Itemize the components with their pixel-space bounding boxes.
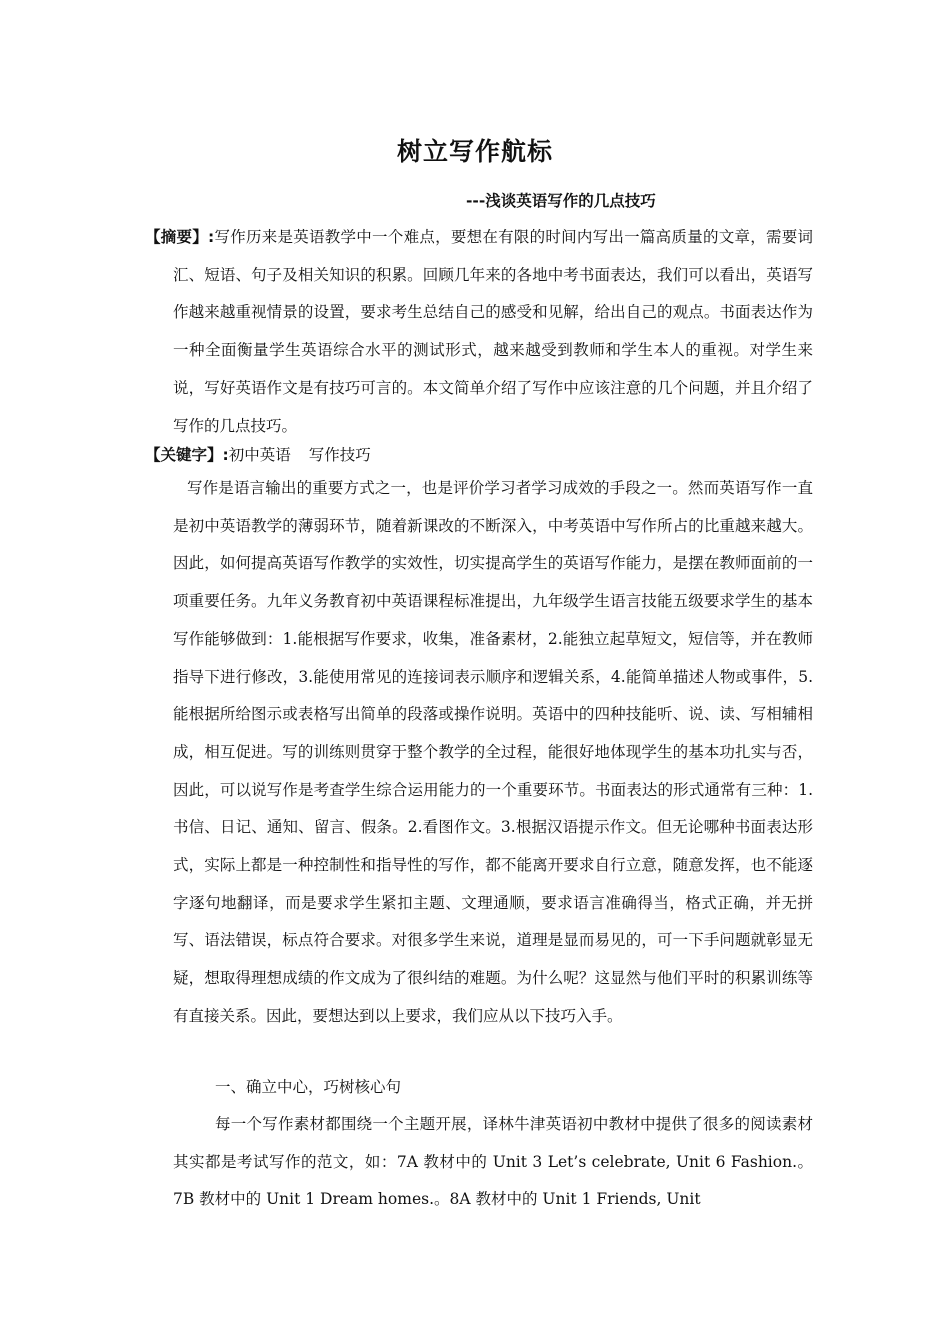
abstract-text: 写作历来是英语教学中一个难点，要想在有限的时间内写出一篇高质量的文章，需要词汇、短语、句子及相关知识的积累。回顾几年来的各地中考书面表达，我们可以看出，英语写作越来越重视情景的设置，要求考生总结自己的感受和见解，给出自己的观点。书面表达作为一种全面衡量学生英语综合水平的测试形式，越来越受到教师和学生本人的重视。对学生来说，写好英语作文是有技巧可言的。本文简单介绍了写作中应该注意的几个问题，并且介绍了写作的几点技巧。 — [173, 228, 813, 435]
document-subtitle: ---浅谈英语写作的几点技巧 — [466, 192, 656, 210]
keywords-label: 【关键字】: — [145, 446, 229, 464]
keyword-item: 初中英语 — [228, 446, 291, 464]
abstract-label: 【摘要】: — [145, 228, 215, 246]
keyword-item: 写作技巧 — [308, 446, 371, 464]
document-title: 树立写作航标 — [396, 137, 553, 166]
section-paragraph: 每一个写作素材都围绕一个主题开展，译林牛津英语初中教材中提供了很多的阅读素材其实都是考试写作的范文，如：7A 教材中的 Unit 3 Let’s celebrate, Unit 6 Fashion.。7B 教材中的 Unit 1 Dream homes.。8A 教材中的 Unit 1 Friends, Unit — [173, 1115, 813, 1209]
section-heading: 一、确立中心，巧树核心句 — [215, 1078, 402, 1096]
body-paragraph: 写作是语言输出的重要方式之一，也是评价学习者学习成效的手段之一。然而英语写作一直是初中英语教学的薄弱环节，随着新课改的不断深入，中考英语中写作所占的比重越来越大。因此，如何提高英语写作教学的实效性，切实提高学生的英语写作能力，是摆在教师面前的一项重要任务。九年义务教育初中英语课程标准提出，九年级学生语言技能五级要求学生的基本写作能够做到：1.能根据写作要求，收集，准备素材，2.能独立起草短文，短信等，并在教师指导下进行修改，3.能使用常见的连接词表示顺序和逻辑关系，4.能简单描述人物或事件，5.能根据所给图示或表格写出简单的段落或操作说明。英语中的四种技能听、说、读、写相辅相成，相互促进。写的训练则贯穿于整个教学的全过程，能很好地体现学生的基本功扎实与否，因此，可以说写作是考查学生综合运用能力的一个重要环节。书面表达的形式通常有三种：1.书信、日记、通知、留言、假条。2.看图作文。3.根据汉语提示作文。但无论哪种书面表达形式，实际上都是一种控制性和指导性的写作，都不能离开要求自行立意，随意发挥，也不能逐字逐句地翻译，而是要求学生紧扣主题、文理通顺，要求语言准确得当，格式正确，并无拼写、语法错误，标点符合要求。对很多学生来说，道理是显而易见的，可一下手问题就彰显无疑，想取得理想成绩的作文成为了很纠结的难题。为什么呢？这显然与他们平时的积累训练等有直接关系。因此，要想达到以上要求，我们应从以下技巧入手。 — [173, 479, 813, 1025]
abstract-paragraph — [145, 219, 813, 445]
